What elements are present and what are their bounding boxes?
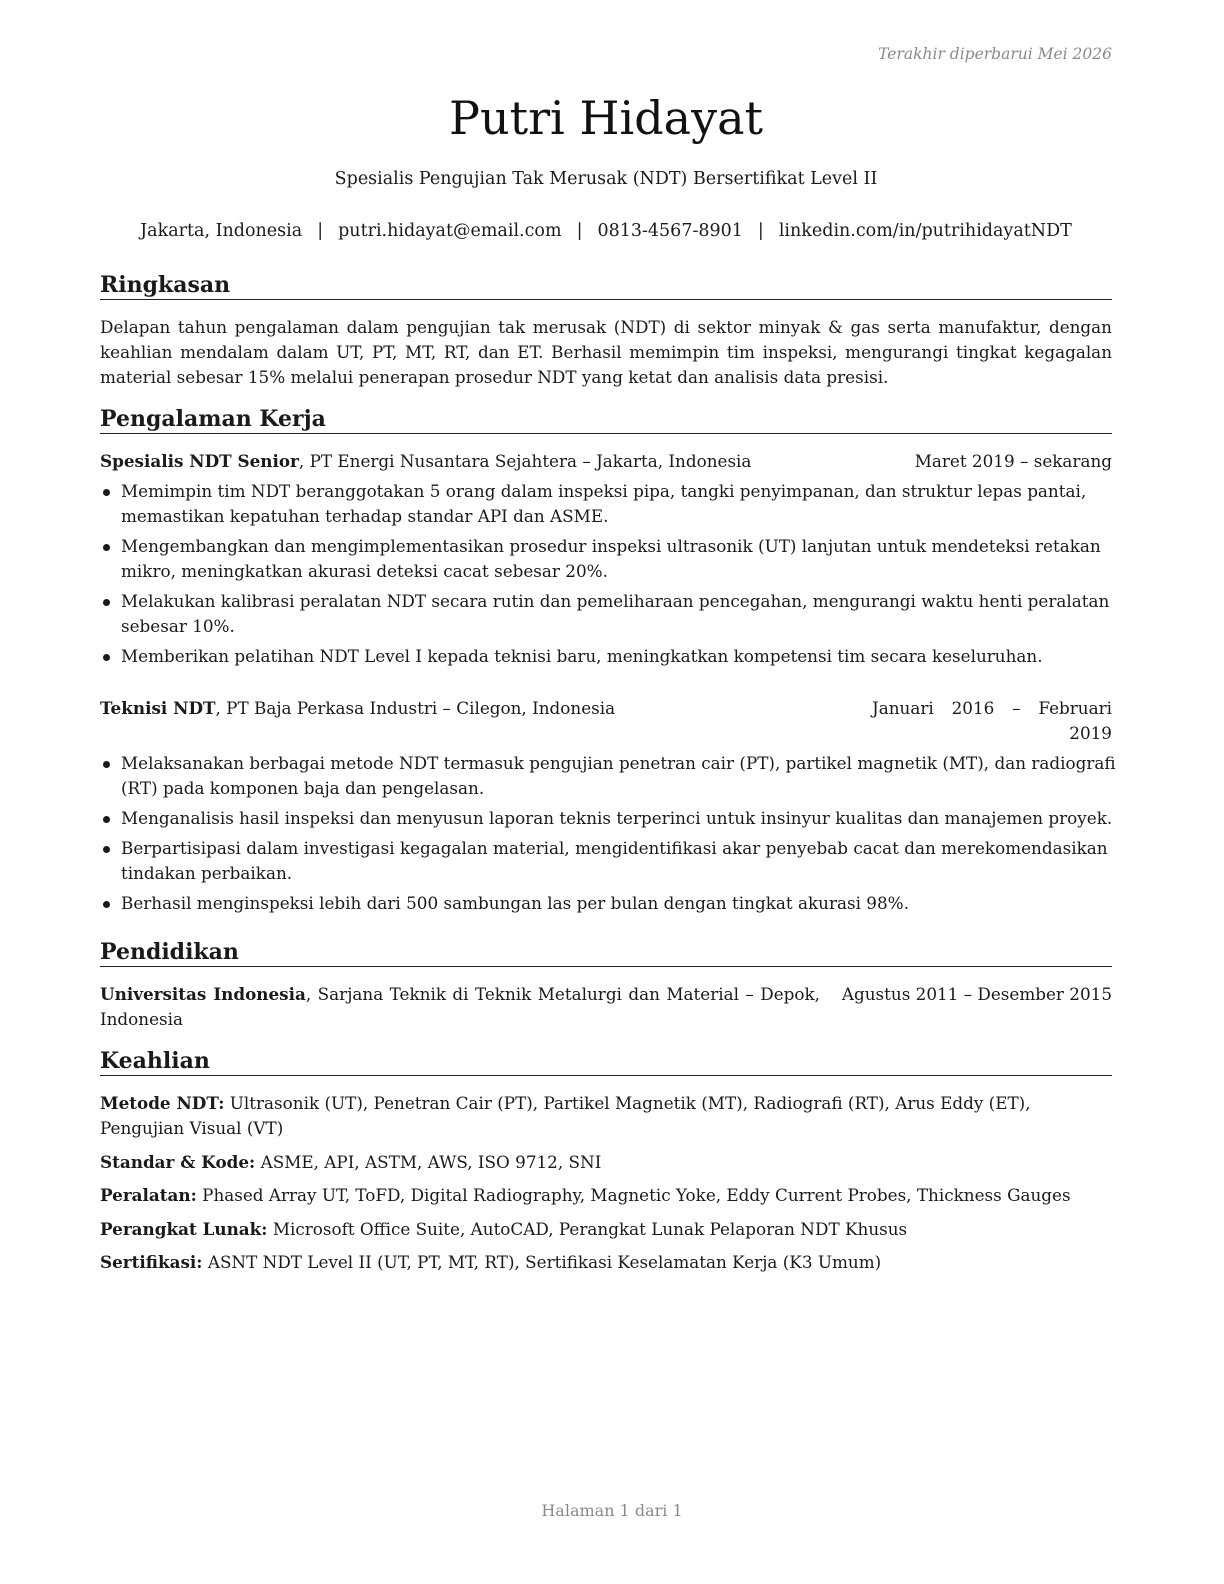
skill-line <box>100 1183 1112 1208</box>
job-dates: Januari 2016 – Februari 2019 <box>872 698 1112 743</box>
skill-line <box>100 1250 1112 1275</box>
contact-linkedin[interactable]: linkedin.com/in/putrihidayatNDT <box>778 221 1072 241</box>
contact-email[interactable]: putri.hidayat@email.com <box>338 221 562 241</box>
skill-value: ASME, API, ASTM, AWS, ISO 9712, SNI <box>255 1152 602 1172</box>
contact-location: Jakarta, Indonesia <box>140 221 303 241</box>
list-item: Memimpin tim NDT beranggotakan 5 orang dalam inspeksi pipa, tangki penyimpanan, dan struktur lepas pantai, memastikan kepatuhan terhadap standar API dan ASME. <box>100 479 1118 529</box>
skill-line <box>100 1217 1112 1242</box>
list-item: Memberikan pelatihan NDT Level I kepada teknisi baru, meningkatkan kompetensi tim secara keseluruhan. <box>100 644 1118 669</box>
job-header <box>100 696 1112 743</box>
job-company: , PT Energi Nusantara Sejahtera – Jakarta, Indonesia <box>298 451 752 471</box>
contact-separator: | <box>317 221 324 241</box>
education-school: Universitas Indonesia <box>100 984 306 1004</box>
last-updated-note: Terakhir diperbarui Mei 2026 <box>878 45 1112 63</box>
skill-label: Standar & Kode: <box>100 1152 256 1172</box>
candidate-name: Putri Hidayat <box>449 91 763 145</box>
list-item: Melaksanakan berbagai metode NDT termasuk pengujian penetran cair (PT), partikel magnetik (MT), dan radiografi (RT) pada komponen baja dan pengelasan. <box>100 751 1118 801</box>
contact-separator: | <box>576 221 583 241</box>
section-heading-experience: Pengalaman Kerja <box>100 405 1112 434</box>
job-header <box>100 449 1112 474</box>
skill-value: Microsoft Office Suite, AutoCAD, Perangkat Lunak Pelaporan NDT Khusus <box>267 1219 908 1239</box>
section-heading-skills: Keahlian <box>100 1047 1112 1076</box>
summary-text: Delapan tahun pengalaman dalam pengujian tak merusak (NDT) di sektor minyak & gas serta manufaktur, dengan keahlian mendalam dalam UT, PT, MT, RT, dan ET. Berhasil memimpin tim inspeksi, mengurangi tingkat kegagalan material sebesar 15% melalui penerapan prosedur NDT yang ketat dan analisis data presisi. <box>100 317 1112 387</box>
education-entry <box>100 982 1112 1032</box>
skill-value: Ultrasonik (UT), Penetran Cair (PT), Partikel Magnetik (MT), Radiografi (RT), Arus Eddy (ET), Pengujian Visual (VT) <box>100 1093 1031 1138</box>
education-dates: Agustus 2011 – Desember 2015 <box>841 984 1112 1004</box>
list-item: Melakukan kalibrasi peralatan NDT secara rutin dan pemeliharaan pencegahan, mengurangi waktu henti peralatan sebesar 10%. <box>100 589 1118 639</box>
skill-label: Sertifikasi: <box>100 1252 203 1272</box>
contact-line <box>100 219 1112 243</box>
skill-label: Metode NDT: <box>100 1093 225 1113</box>
contact-separator: | <box>757 221 764 241</box>
job-dates: Maret 2019 – sekarang <box>914 451 1112 471</box>
section-heading-summary: Ringkasan <box>100 271 1112 300</box>
list-item: Menganalisis hasil inspeksi dan menyusun laporan teknis terperinci untuk insinyur kualitas dan manajemen proyek. <box>100 806 1118 831</box>
job-role: Teknisi NDT <box>100 698 216 718</box>
candidate-title: Spesialis Pengujian Tak Merusak (NDT) Bersertifikat Level II <box>334 169 878 189</box>
list-item: Berpartisipasi dalam investigasi kegagalan material, mengidentifikasi akar penyebab cacat dan merekomendasikan tindakan perbaikan. <box>100 836 1118 886</box>
skill-value: ASNT NDT Level II (UT, PT, MT, RT), Sertifikasi Keselamatan Kerja (K3 Umum) <box>202 1252 882 1272</box>
education-degree: , Sarjana Teknik di Teknik Metalurgi dan Material – Depok, Indonesia <box>100 984 820 1029</box>
skill-line <box>100 1091 1112 1141</box>
page-footer: Halaman 1 dari 1 <box>541 1501 683 1520</box>
skill-label: Peralatan: <box>100 1185 197 1205</box>
job-bullets <box>100 751 1118 921</box>
education-institution-line <box>100 982 820 1032</box>
job-company: , PT Baja Perkasa Industri – Cilegon, Indonesia <box>215 698 616 718</box>
section-heading-education: Pendidikan <box>100 938 1112 967</box>
skill-label: Perangkat Lunak: <box>100 1219 268 1239</box>
skill-value: Phased Array UT, ToFD, Digital Radiography, Magnetic Yoke, Eddy Current Probes, Thickness Gauges <box>196 1185 1071 1205</box>
job-bullets <box>100 479 1118 674</box>
contact-phone: 0813-4567-8901 <box>597 221 743 241</box>
job-role: Spesialis NDT Senior <box>100 451 299 471</box>
list-item: Berhasil menginspeksi lebih dari 500 sambungan las per bulan dengan tingkat akurasi 98%. <box>100 891 1118 916</box>
list-item: Mengembangkan dan mengimplementasikan prosedur inspeksi ultrasonik (UT) lanjutan untuk mendeteksi retakan mikro, meningkatkan akurasi deteksi cacat sebesar 20%. <box>100 534 1118 584</box>
skill-line <box>100 1150 1112 1175</box>
